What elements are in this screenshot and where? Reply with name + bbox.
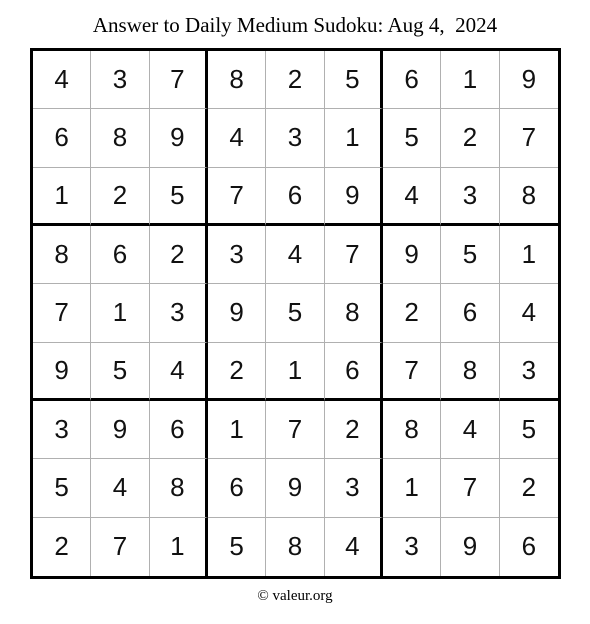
sudoku-cell: 1 (500, 226, 558, 284)
sudoku-cell: 6 (33, 109, 91, 167)
sudoku-cell: 3 (91, 51, 149, 109)
sudoku-cell: 1 (325, 109, 383, 167)
sudoku-cell: 8 (91, 109, 149, 167)
copyright-footer: © valeur.org (257, 588, 333, 604)
sudoku-cell: 6 (325, 343, 383, 401)
sudoku-cell: 4 (266, 226, 324, 284)
sudoku-cell: 3 (33, 401, 91, 459)
sudoku-cell: 5 (208, 518, 266, 576)
sudoku-cell: 4 (150, 343, 208, 401)
sudoku-cell: 2 (500, 459, 558, 517)
sudoku-cell: 9 (91, 401, 149, 459)
sudoku-cell: 1 (33, 168, 91, 226)
sudoku-cell: 2 (91, 168, 149, 226)
sudoku-cell: 2 (325, 401, 383, 459)
sudoku-cell: 9 (325, 168, 383, 226)
sudoku-cell: 7 (325, 226, 383, 284)
sudoku-cell: 9 (208, 284, 266, 342)
sudoku-cell: 4 (33, 51, 91, 109)
sudoku-cell: 7 (208, 168, 266, 226)
sudoku-cell: 5 (325, 51, 383, 109)
sudoku-cell: 6 (91, 226, 149, 284)
sudoku-cell: 5 (383, 109, 441, 167)
sudoku-cell: 9 (150, 109, 208, 167)
sudoku-cell: 9 (266, 459, 324, 517)
page-title: Answer to Daily Medium Sudoku: Aug 4, 2024 (92, 13, 498, 37)
sudoku-cell: 3 (383, 518, 441, 576)
sudoku-cell: 2 (150, 226, 208, 284)
sudoku-cell: 6 (150, 401, 208, 459)
sudoku-cell: 2 (441, 109, 499, 167)
sudoku-cell: 7 (150, 51, 208, 109)
sudoku-cell: 7 (266, 401, 324, 459)
sudoku-cell: 9 (33, 343, 91, 401)
sudoku-cell: 2 (33, 518, 91, 576)
sudoku-cell: 4 (441, 401, 499, 459)
sudoku-cell: 5 (500, 401, 558, 459)
sudoku-cell: 1 (150, 518, 208, 576)
sudoku-cell: 1 (208, 401, 266, 459)
sudoku-cell: 3 (208, 226, 266, 284)
sudoku-cell: 7 (383, 343, 441, 401)
sudoku-cell: 3 (266, 109, 324, 167)
sudoku-cell: 8 (150, 459, 208, 517)
sudoku-cell: 5 (33, 459, 91, 517)
sudoku-cell: 2 (383, 284, 441, 342)
sudoku-cell: 8 (500, 168, 558, 226)
sudoku-cell: 1 (441, 51, 499, 109)
sudoku-board (30, 48, 561, 579)
sudoku-cell: 9 (441, 518, 499, 576)
sudoku-cell: 4 (383, 168, 441, 226)
sudoku-cell: 8 (441, 343, 499, 401)
sudoku-cell: 4 (325, 518, 383, 576)
sudoku-cell: 7 (441, 459, 499, 517)
sudoku-cell: 6 (208, 459, 266, 517)
sudoku-cell: 2 (208, 343, 266, 401)
sudoku-cell: 5 (150, 168, 208, 226)
sudoku-cell: 5 (441, 226, 499, 284)
sudoku-cell: 3 (325, 459, 383, 517)
sudoku-cell: 4 (500, 284, 558, 342)
sudoku-cell: 6 (521, 531, 537, 562)
sudoku-cell: 6 (266, 168, 324, 226)
sudoku-cell: 9 (500, 51, 558, 109)
sudoku-cell: 8 (325, 284, 383, 342)
sudoku-cell: 6 (383, 51, 441, 109)
sudoku-cell: 7 (91, 518, 149, 576)
sudoku-cell: 3 (500, 343, 558, 401)
sudoku-cell: 4 (208, 109, 266, 167)
sudoku-cell: 8 (33, 226, 91, 284)
sudoku-cell: 4 (91, 459, 149, 517)
sudoku-cell: 6 (441, 284, 499, 342)
sudoku-cell: 1 (383, 459, 441, 517)
sudoku-cell: 8 (208, 51, 266, 109)
sudoku-cell: 5 (266, 284, 324, 342)
sudoku-cell: 9 (383, 226, 441, 284)
sudoku-cell: 1 (266, 343, 324, 401)
sudoku-cell: 1 (91, 284, 149, 342)
sudoku-cell: 7 (33, 284, 91, 342)
sudoku-cell: 3 (150, 284, 208, 342)
sudoku-cell: 2 (266, 51, 324, 109)
sudoku-cell: 8 (266, 518, 324, 576)
sudoku-cell: 3 (441, 168, 499, 226)
sudoku-cell: 5 (91, 343, 149, 401)
sudoku-cell: 7 (500, 109, 558, 167)
sudoku-cell: 8 (383, 401, 441, 459)
